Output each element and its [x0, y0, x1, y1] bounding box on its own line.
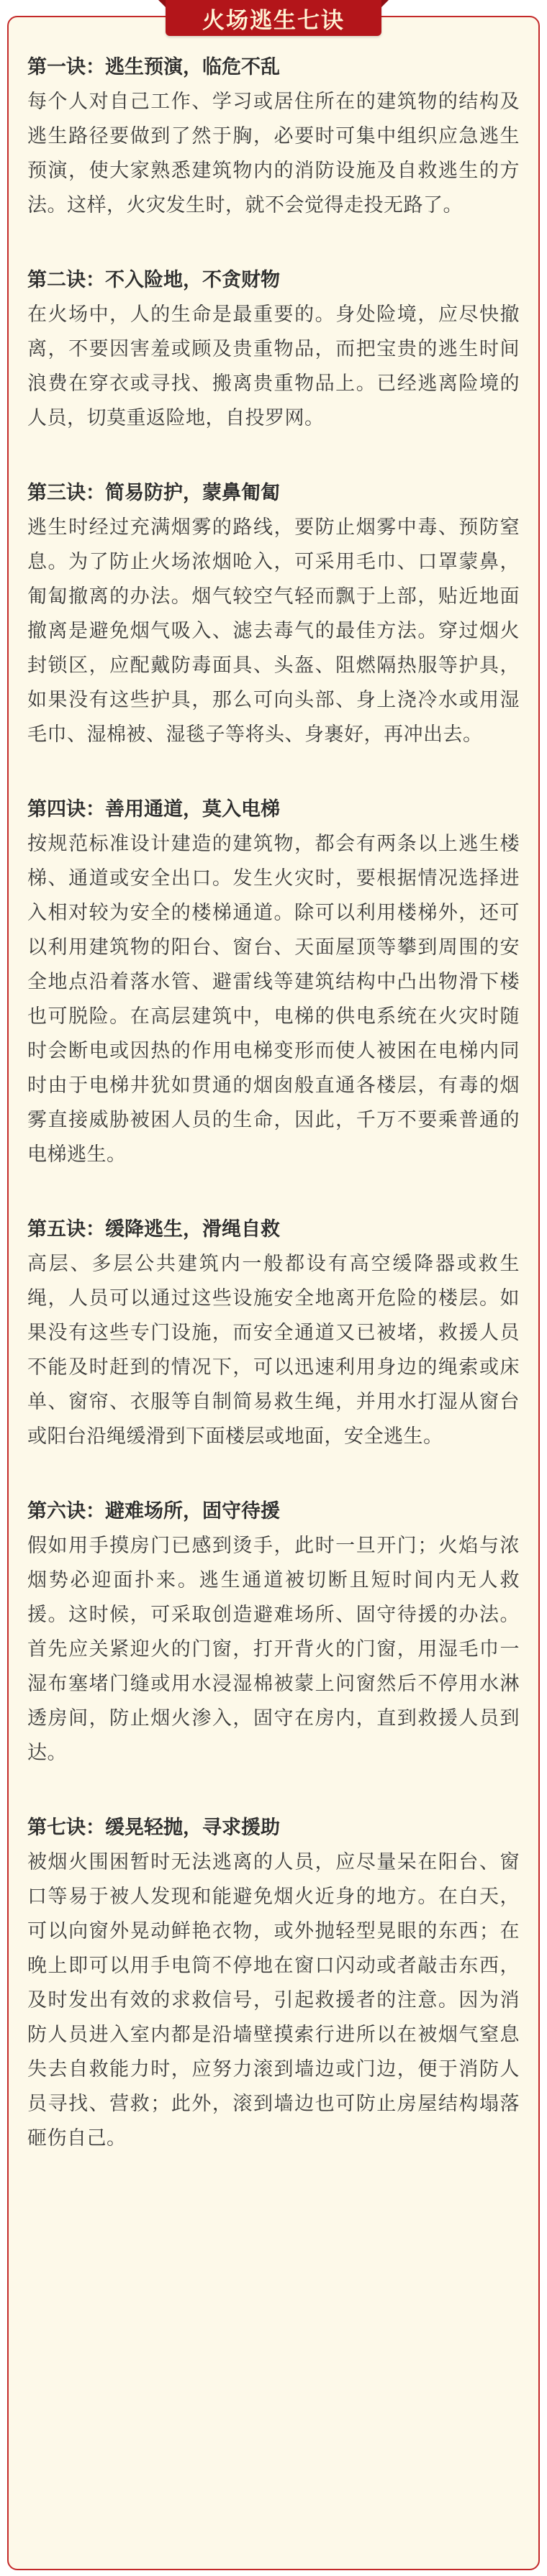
section-4	[27, 793, 520, 1172]
header-banner	[166, 0, 381, 36]
section-6	[27, 1494, 520, 1771]
section-title: 第一诀：逃生预演，临危不乱	[27, 56, 280, 78]
section-title: 第四诀：善用通道，莫入电梯	[27, 798, 280, 821]
section-3	[27, 476, 520, 752]
section-body: 在火场中，人的生命是最重要的。身处险境，应尽快撤离，不要因害羞或顾及贵重物品，而把宝贵的逃生时间浪费在穿衣或寻找、搬离贵重物品上。已经逃离险境的人员，切莫重返险地，自投罗网。	[27, 303, 520, 429]
section-5	[27, 1212, 520, 1454]
section-body: 被烟火围困暂时无法逃离的人员，应尽量呆在阳台、窗口等易于被人发现和能避免烟火近身的地方。在白天，可以向窗外晃动鲜艳衣物，或外抛轻型晃眼的东西；在晚上即可以用手电筒不停地在窗口闪动或者敲击东西，及时发出有效的求救信号，引起救援者的注意。因为消防人员进入室内都是沿墙壁摸索行进所以在被烟气窒息失去自救能力时，应努力滚到墙边或门边，便于消防人员寻找、营救；此外，滚到墙边也可防止房屋结构塌落砸伤自己。	[27, 1851, 520, 2150]
section-title: 第六诀：避难场所，固守待援	[27, 1500, 280, 1522]
section-2	[27, 263, 520, 436]
section-title: 第七诀：缓晃轻抛，寻求援助	[27, 1817, 280, 1839]
section-body: 逃生时经过充满烟雾的路线，要防止烟雾中毒、预防窒息。为了防止火场浓烟呛入，可采用毛巾、口罩蒙鼻，匍匐撤离的办法。烟气较空气轻而飘于上部，贴近地面撤离是避免烟气吸入、滤去毒气的最佳方法。穿过烟火封锁区，应配戴防毒面具、头盔、阻燃隔热服等护具，如果没有这些护具，那么可向头部、身上浇冷水或用湿毛巾、湿棉被、湿毯子等将头、身裹好，再冲出去。	[27, 516, 520, 746]
section-7	[27, 1811, 520, 2156]
section-body: 假如用手摸房门已感到烫手，此时一旦开门；火焰与浓烟势必迎面扑来。逃生通道被切断且短时间内无人救援。这时候，可采取创造避难场所、固守待援的办法。首先应关紧迎火的门窗，打开背火的门窗，用湿毛巾一湿布塞堵门缝或用水浸湿棉被蒙上问窗然后不停用水淋透房间，防止烟火渗入，固守在房内，直到救援人员到达。	[27, 1535, 520, 1764]
section-title: 第三诀：简易防护，蒙鼻匍匐	[27, 482, 280, 504]
section-body: 每个人对自己工作、学习或居住所在的建筑物的结构及逃生路径要做到了然于胸，必要时可集中组织应急逃生预演，使大家熟悉建筑物内的消防设施及自救逃生的方法。这样，火灾发生时，就不会觉得走投无路了。	[27, 91, 520, 216]
page-title: 火场逃生七诀	[202, 7, 345, 34]
article-content	[27, 50, 520, 2196]
section-body: 按规范标准设计建造的建筑物，都会有两条以上逃生楼梯、通道或安全出口。发生火灾时，要根据情况选择进入相对较为安全的楼梯通道。除可以利用楼梯外，还可以利用建筑物的阳台、窗台、天面屋顶等攀到周围的安全地点沿着落水管、避雷线等建筑结构中凸出物滑下楼也可脱险。在高层建筑中，电梯的供电系统在火灾时随时会断电或因热的作用电梯变形而使人被困在电梯内同时由于电梯井犹如贯通的烟囱般直通各楼层，有毒的烟雾直接威胁被困人员的生命，因此，千万不要乘普通的电梯逃生。	[27, 833, 520, 1166]
section-1	[27, 50, 520, 223]
section-title: 第二诀：不入险地，不贪财物	[27, 269, 280, 291]
section-title: 第五诀：缓降逃生，滑绳自救	[27, 1218, 280, 1241]
section-body: 高层、多层公共建筑内一般都设有高空缓降器或救生绳，人员可以通过这些设施安全地离开危险的楼层。如果没有这些专门设施，而安全通道又已被堵，救援人员不能及时赶到的情况下，可以迅速利用身边的绳索或床单、窗帘、衣服等自制简易救生绳，并用水打湿从窗台或阳台沿绳缓滑到下面楼层或地面，安全逃生。	[27, 1253, 520, 1448]
